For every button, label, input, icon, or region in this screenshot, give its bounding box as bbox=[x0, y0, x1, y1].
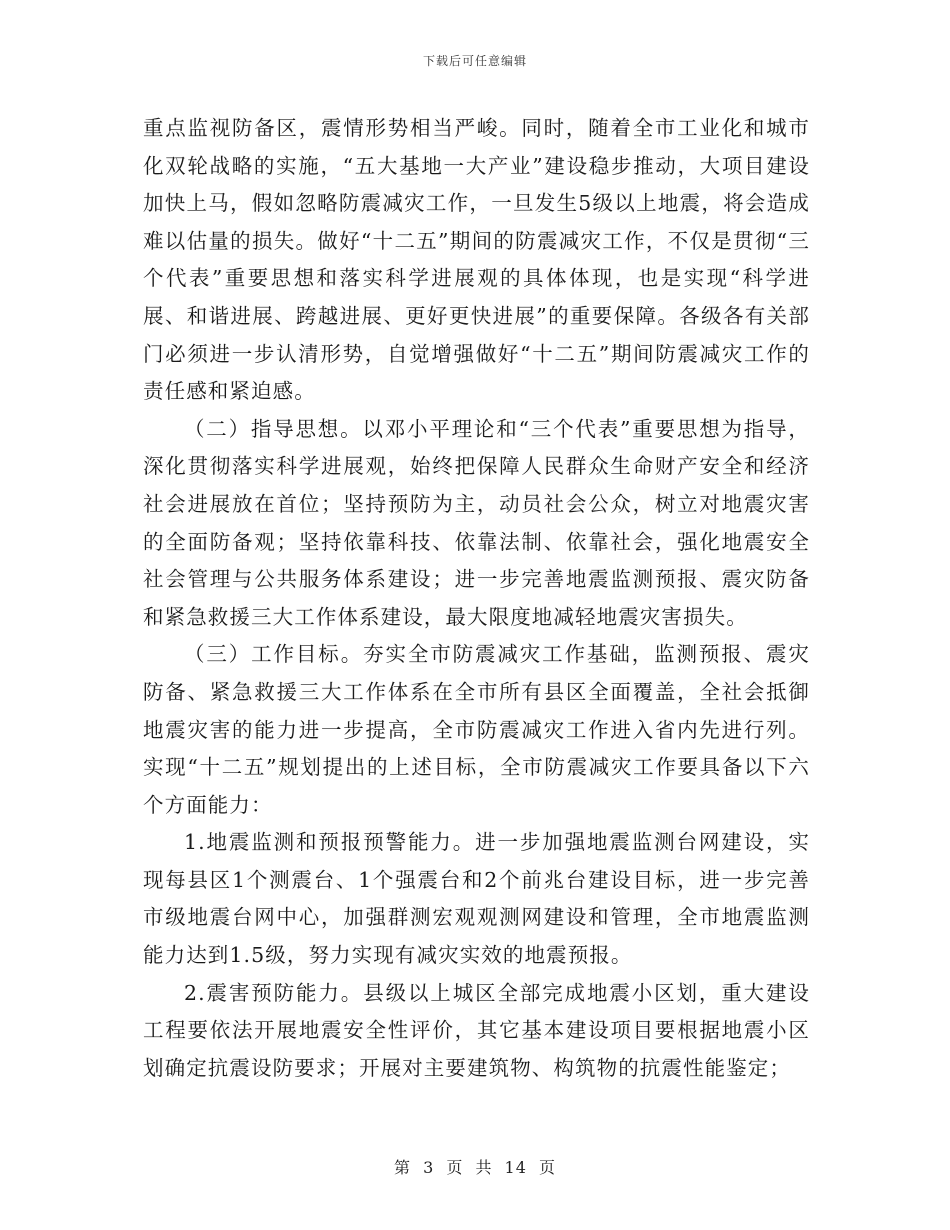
paragraph-work-goals: （三）工作目标。夯实全市防震减灾工作基础，监测预报、震灾防备、紧急救援三大工作体系在全市所有县区全面覆盖，全社会抵御地震灾害的能力进一步提高，全市防震减灾工作进入省内先进行列。实现“十二五”规划提出的上述目标，全市防震减灾工作要具备以下六个方面能力： bbox=[143, 642, 810, 817]
paragraph-monitoring-capability: 1.地震监测和预报预警能力。进一步加强地震监测台网建设，实现每县区1个测震台、1个强震台和2个前兆台建设目标，进一步完善市级地震台网中心，加强群测宏观观测网建设和管理，全市地震监测能力达到1.5级，努力实现有减灾实效的地震预报。 bbox=[143, 830, 810, 968]
document-body bbox=[143, 110, 810, 1087]
paragraph-guiding-ideology: （二）指导思想。以邓小平理论和“三个代表”重要思想为指导，深化贯彻落实科学进展观，始终把保障人民群众生命财产安全和经济社会进展放在首位；坚持预防为主，动员社会公众，树立对地震灾害的全面防备观；坚持依靠科技、依靠法制、依靠社会，强化地震安全社会管理与公共服务体系建设；进一步完善地震监测预报、震灾防备和紧急救援三大工作体系建设，最大限度地减轻地震灾害损失。 bbox=[143, 416, 810, 629]
paragraph-continuation: 重点监视防备区，震情形势相当严峻。同时，随着全市工业化和城市化双轮战略的实施，“五大基地一大产业”建设稳步推动，大项目建设加快上马，假如忽略防震减灾工作，一旦发生5级以上地震，将会造成难以估量的损失。做好“十二五”期间的防震减灾工作，不仅是贯彻“三个代表”重要思想和落实科学进展观的具体体现，也是实现“科学进展、和谐进展、跨越进展、更好更快进展”的重要保障。各级各有关部门必须进一步认清形势，自觉增强做好“十二五”期间防震减灾工作的责任感和紧迫感。 bbox=[143, 116, 810, 404]
page-number: 第 3 页 共 14 页 bbox=[394, 1158, 556, 1177]
page-header: 下载后可任意编辑 bbox=[422, 54, 527, 68]
paragraph-prevention-capability: 2.震害预防能力。县级以上城区全部完成地震小区划，重大建设工程要依法开展地震安全性评价，其它基本建设项目要根据地震小区划确定抗震设防要求；开展对主要建筑物、构筑物的抗震性能鉴定； bbox=[143, 980, 810, 1080]
